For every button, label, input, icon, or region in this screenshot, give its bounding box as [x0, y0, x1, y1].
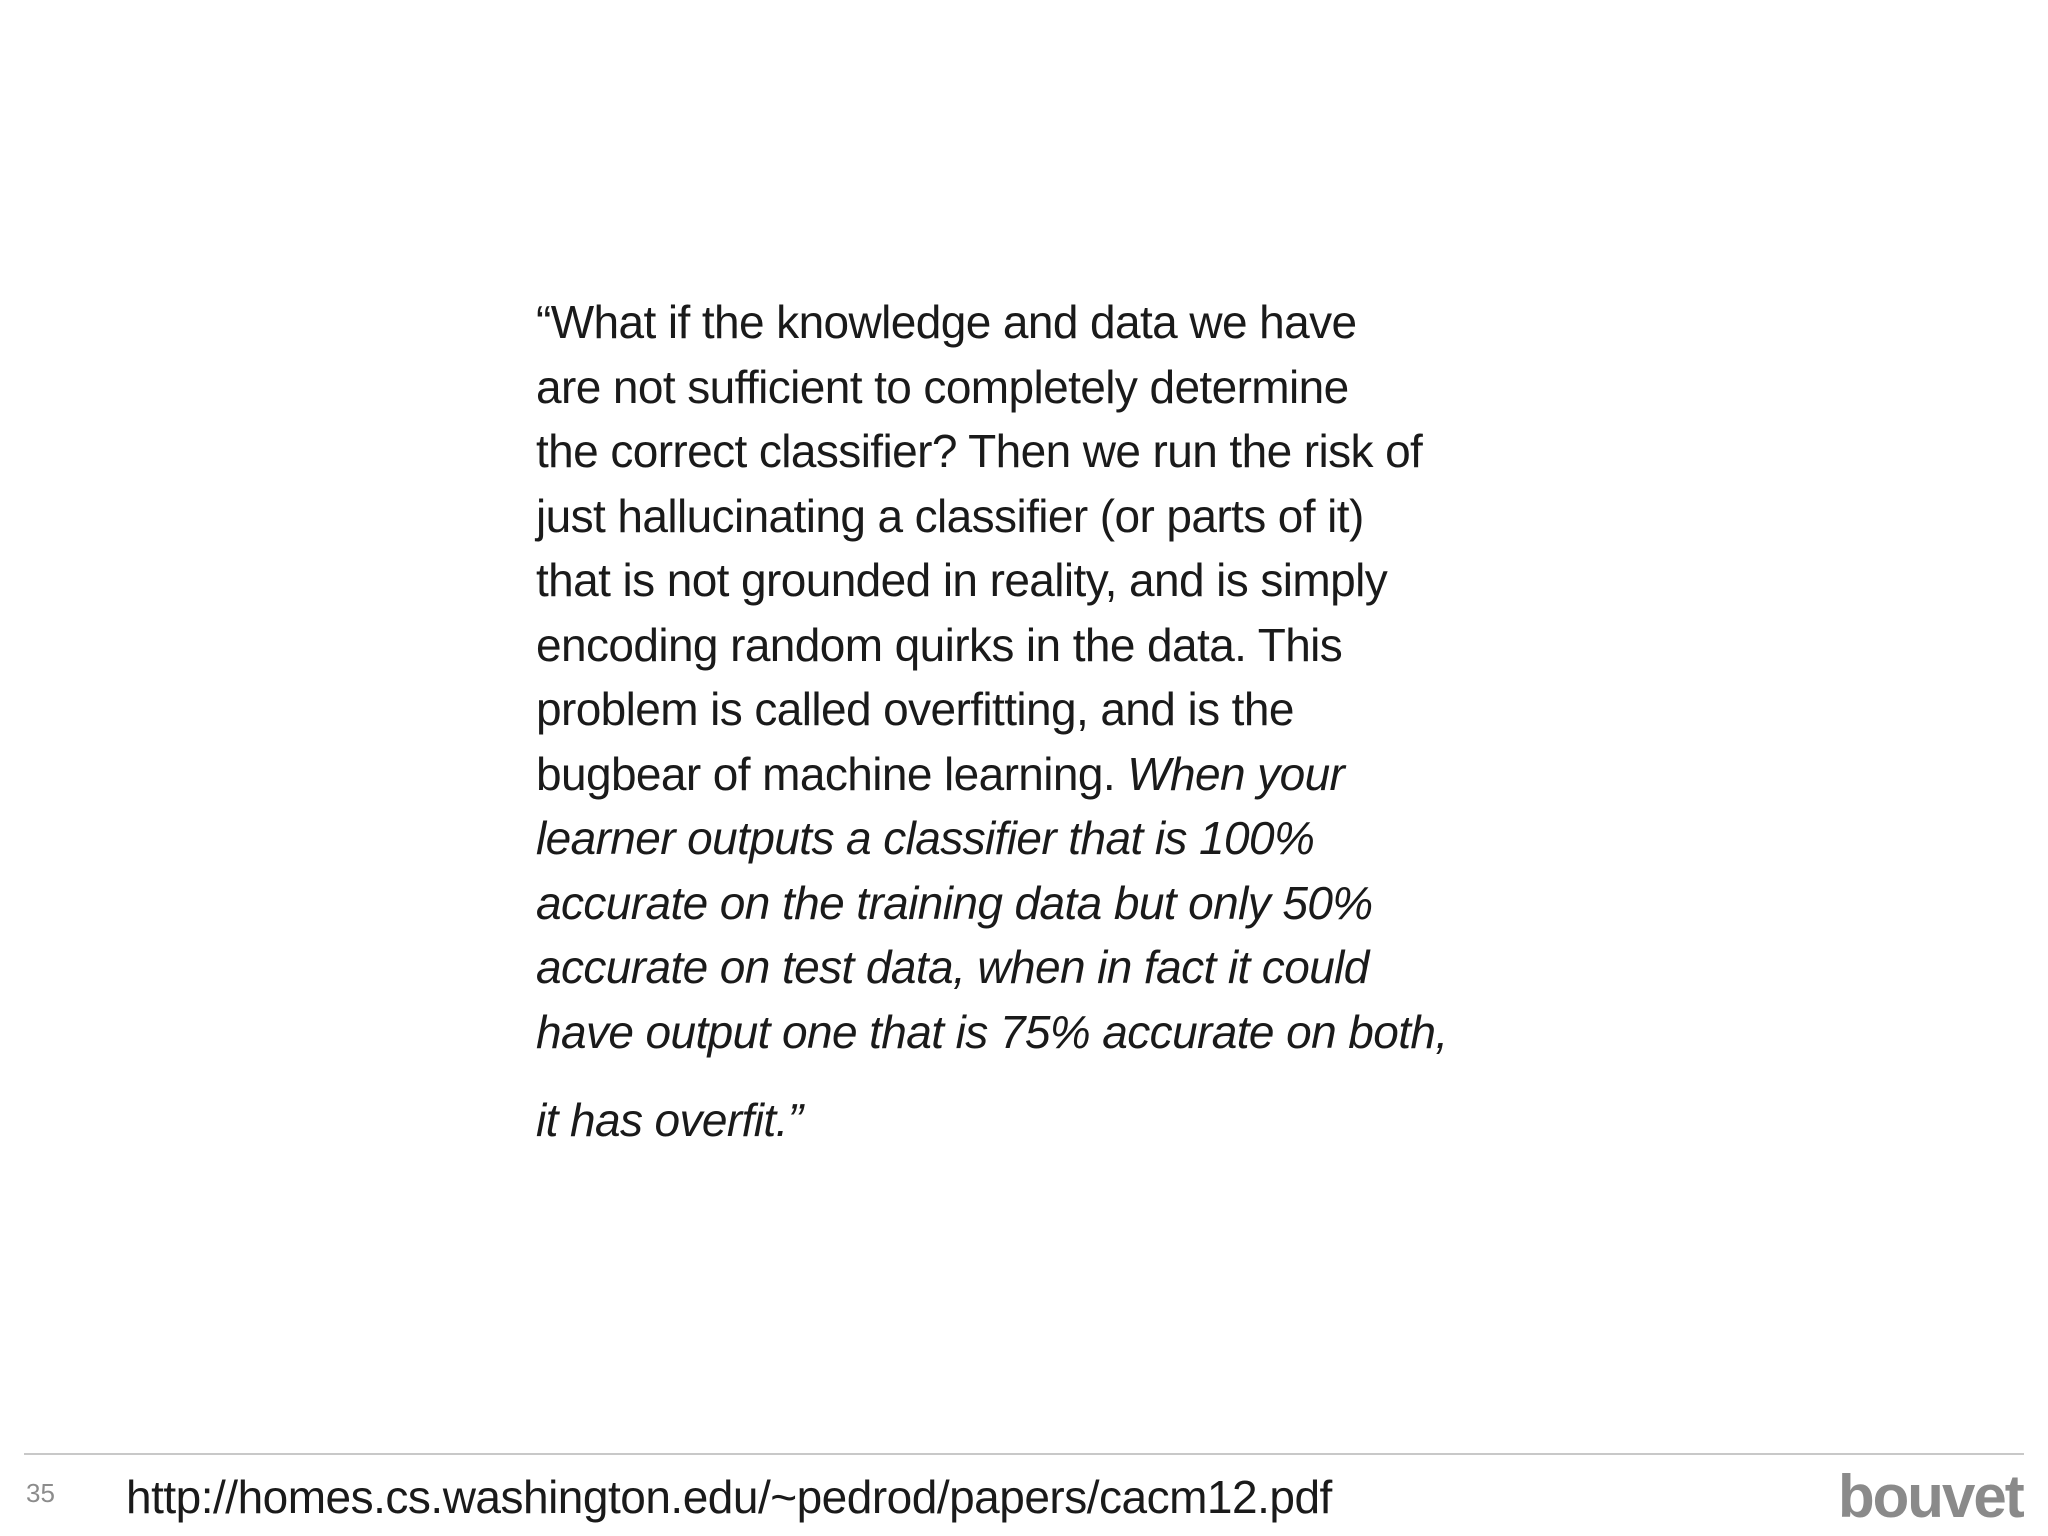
quote-line: the correct classifier? Then we run the risk of [536, 425, 1423, 477]
quote-line: just hallucinating a classifier (or parts of it) [536, 489, 1364, 542]
source-url-link[interactable]: http://homes.cs.washington.edu/~pedrod/papers/cacm12.pdf [126, 1471, 1332, 1523]
quote-line-italic-part: When your [1127, 747, 1345, 800]
quote-line: encoding random quirks in the data. This [536, 618, 1343, 671]
quote-line-regular-part: bugbear of machine learning. [536, 747, 1128, 800]
quote-line: are not sufficient to completely determine [536, 360, 1349, 413]
slide-number: 35 [26, 1478, 55, 1508]
quote-last-line: it has overfit.” [536, 1094, 803, 1146]
quote-line: that is not grounded in reality, and is simply [536, 554, 1388, 606]
quote-line: problem is called overfitting, and is the [536, 683, 1294, 735]
quote-line-italic: learner outputs a classifier that is 100% [536, 812, 1315, 864]
quote-line-italic: accurate on the training data but only 50% [536, 876, 1373, 929]
quote-line-italic: accurate on test data, when in fact it could [536, 941, 1369, 993]
footer-divider [24, 1453, 2024, 1455]
quote-line-mixed [536, 742, 1536, 807]
quote-line-italic: have output one that is 75% accurate on both, [536, 1005, 1448, 1058]
quote-line: “What if the knowledge and data we have [536, 296, 1357, 348]
quote-block [536, 290, 1536, 1153]
bouvet-logo: bouvet [1838, 1463, 2023, 1530]
